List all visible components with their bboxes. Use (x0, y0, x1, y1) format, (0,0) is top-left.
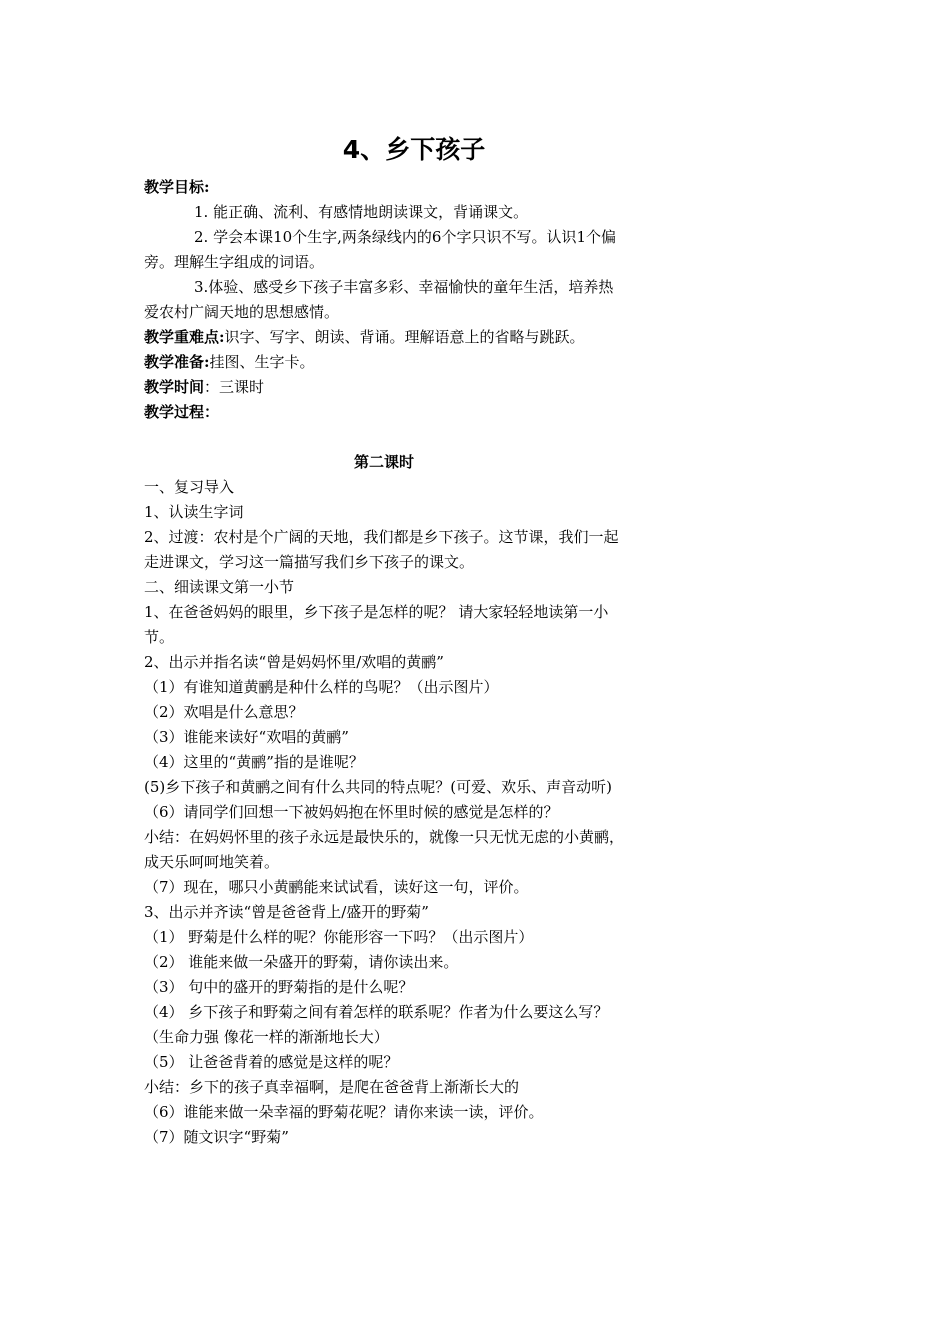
teaching-process (144, 400, 624, 425)
objectives-heading: 教学目标: (144, 178, 210, 196)
body-line: 1、认读生字词 (144, 503, 244, 521)
objective-item-1: 1. 能正确、流利、有感情地朗读课文，背诵课文。 (194, 203, 529, 221)
preparation-label: 教学准备: (144, 353, 210, 371)
teaching-time (144, 375, 624, 400)
body-line: （1）有谁知道黄鹂是种什么样的鸟呢？（出示图片） (144, 678, 499, 696)
section-title: 第二课时 (353, 453, 414, 471)
teaching-time-text: ：三课时 (204, 378, 265, 396)
document-page (144, 130, 624, 1150)
body-line: （2） 谁能来做一朵盛开的野菊，请你读出来。 (144, 953, 459, 971)
objective-item-3: 3.体验、感受乡下孩子丰富多彩、幸福愉快的童年生活，培养热爱农村广阔天地的思想感情。 (144, 278, 614, 321)
body-line: （4）这里的“黄鹂”指的是谁呢？ (144, 753, 364, 771)
body-line: (5)乡下孩子和黄鹂之间有什么共同的特点呢？(可爱、欢乐、声音动听) (144, 778, 612, 796)
body-line: （5） 让爸爸背着的感觉是这样的呢？ (144, 1053, 399, 1071)
body-line: （3） 句中的盛开的野菊指的是什么呢？ (144, 978, 414, 996)
body-line: （7）随文识字“野菊” (144, 1128, 289, 1146)
body-line: （7）现在，哪只小黄鹂能来试试看，读好这一句，评价。 (144, 878, 529, 896)
preparation (144, 350, 624, 375)
key-points (144, 325, 624, 350)
body-line: 2、过渡：农村是个广阔的天地，我们都是乡下孩子。这节课，我们一起走进课文，学习这一篇描写我们乡下孩子的课文。 (144, 528, 619, 571)
objective-item-2: 2. 学会本课10个生字,两条绿线内的6个字只识不写。认识1个偏旁。理解生字组成的词语。 (144, 228, 617, 271)
key-points-label: 教学重难点: (144, 328, 225, 346)
body-line: 小结：乡下的孩子真幸福啊，是爬在爸爸背上渐渐长大的 (144, 1078, 520, 1096)
body-line: 1、在爸爸妈妈的眼里，乡下孩子是怎样的呢？ 请大家轻轻地读第一小节。 (144, 603, 609, 646)
key-points-text: 识字、写字、朗读、背诵。理解语意上的省略与跳跃。 (224, 328, 585, 346)
body-line: 3、出示并齐读“曾是爸爸背上/盛开的野菊” (144, 903, 429, 921)
body-line: （生命力强 像花一样的渐渐地长大） (144, 1028, 389, 1046)
body-line: 二、细读课文第一小节 (144, 578, 295, 596)
body-line: （6）谁能来做一朵幸福的野菊花呢？请你来读一读，评价。 (144, 1103, 544, 1121)
body-line: （2）欢唱是什么意思？ (144, 703, 304, 721)
body-line: （3）谁能来读好“欢唱的黄鹂” (144, 728, 349, 746)
body-line: （1） 野菊是什么样的呢？你能形容一下吗？（出示图片） (144, 928, 534, 946)
teaching-time-label: 教学时间 (144, 378, 205, 396)
body-line: 一、复习导入 (144, 478, 235, 496)
document-title: 4、乡下孩子 (342, 135, 486, 164)
objectives-label (144, 175, 624, 200)
body-line: 小结：在妈妈怀里的孩子永远是最快乐的，就像一只无忧无虑的小黄鹂，成天乐呵呵地笑着。 (144, 828, 625, 871)
body-line: （6）请同学们回想一下被妈妈抱在怀里时候的感觉是怎样的？ (144, 803, 559, 821)
body-line: （4） 乡下孩子和野菊之间有着怎样的联系呢？作者为什么要这么写？ (144, 1003, 609, 1021)
preparation-text: 挂图、生字卡。 (209, 353, 315, 371)
body-line: 2、出示并指名读“曾是妈妈怀里/欢唱的黄鹂” (144, 653, 444, 671)
teaching-process-label: 教学过程： (144, 403, 220, 421)
